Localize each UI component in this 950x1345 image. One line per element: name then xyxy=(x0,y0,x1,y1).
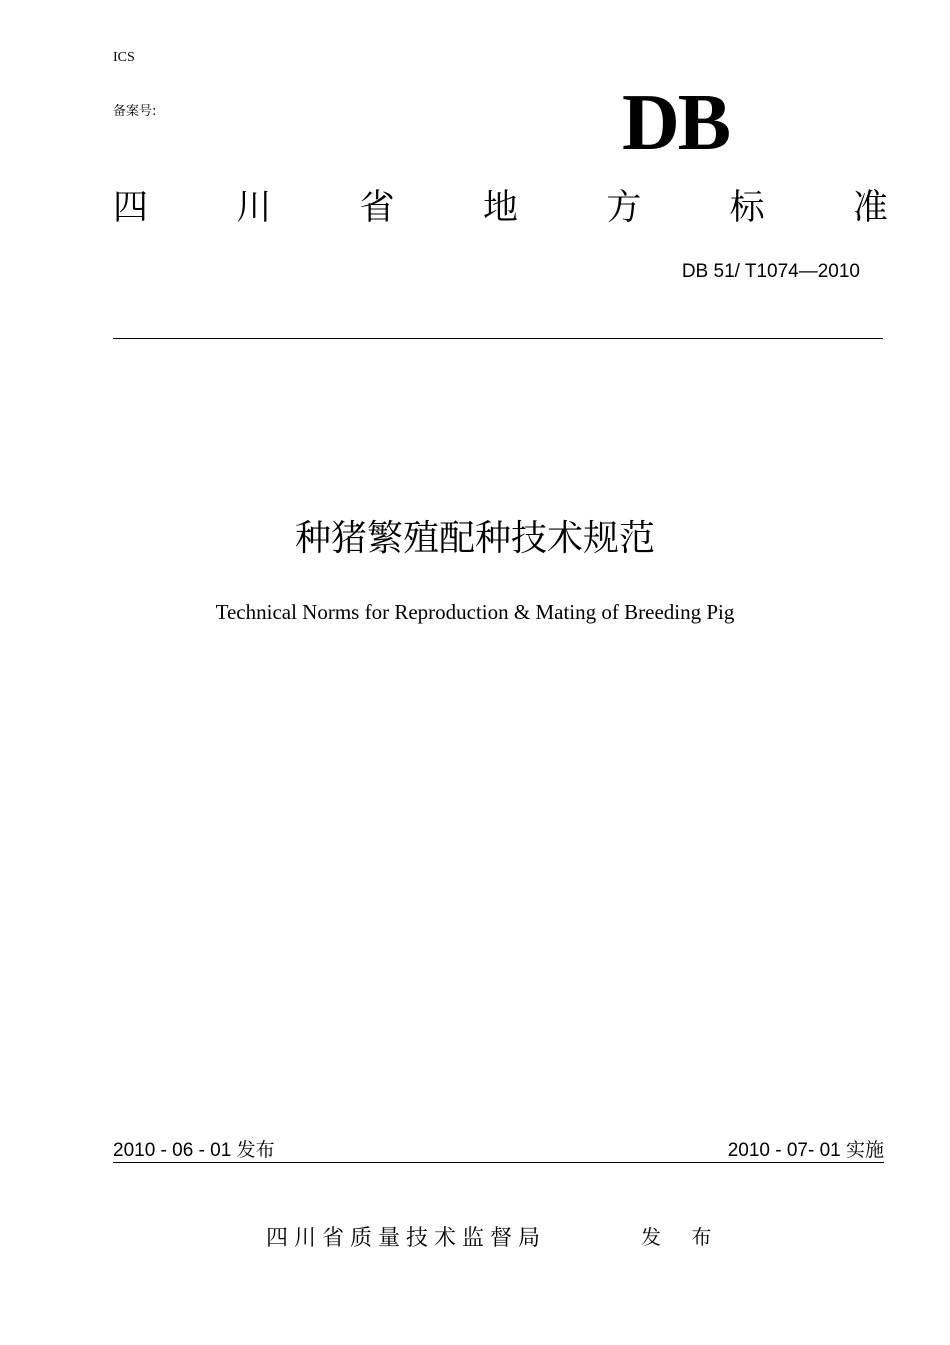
standard-type-char: 地 xyxy=(482,188,518,228)
header-divider xyxy=(113,338,883,339)
standard-type-char: 准 xyxy=(852,188,888,228)
standard-number: DB 51/ T1074—2010 xyxy=(681,261,860,282)
standard-type-char: 标 xyxy=(729,188,765,228)
standard-type-char: 四 xyxy=(113,188,149,228)
issue-label: 发 布 xyxy=(641,1225,724,1249)
standard-type-heading xyxy=(113,183,888,233)
standard-type-char: 省 xyxy=(359,188,395,228)
standard-type-char: 方 xyxy=(606,188,642,228)
document-title-english: Technical Norms for Reproduction & Mating of Breeding Pig xyxy=(215,600,735,624)
ics-label: ICS xyxy=(113,50,135,65)
publish-date: 2010 - 06 - 01 发布 xyxy=(113,1140,275,1161)
footer-divider xyxy=(113,1162,884,1163)
standard-type-char: 川 xyxy=(236,188,272,228)
filing-number-label: 备案号: xyxy=(113,104,157,119)
implementation-date: 2010 - 07- 01 实施 xyxy=(727,1140,884,1161)
document-title-chinese: 种猪繁殖配种技术规范 xyxy=(294,518,655,559)
db-logo: DB xyxy=(622,79,730,167)
issuing-authority: 四川省质量技术监督局 xyxy=(266,1226,547,1251)
